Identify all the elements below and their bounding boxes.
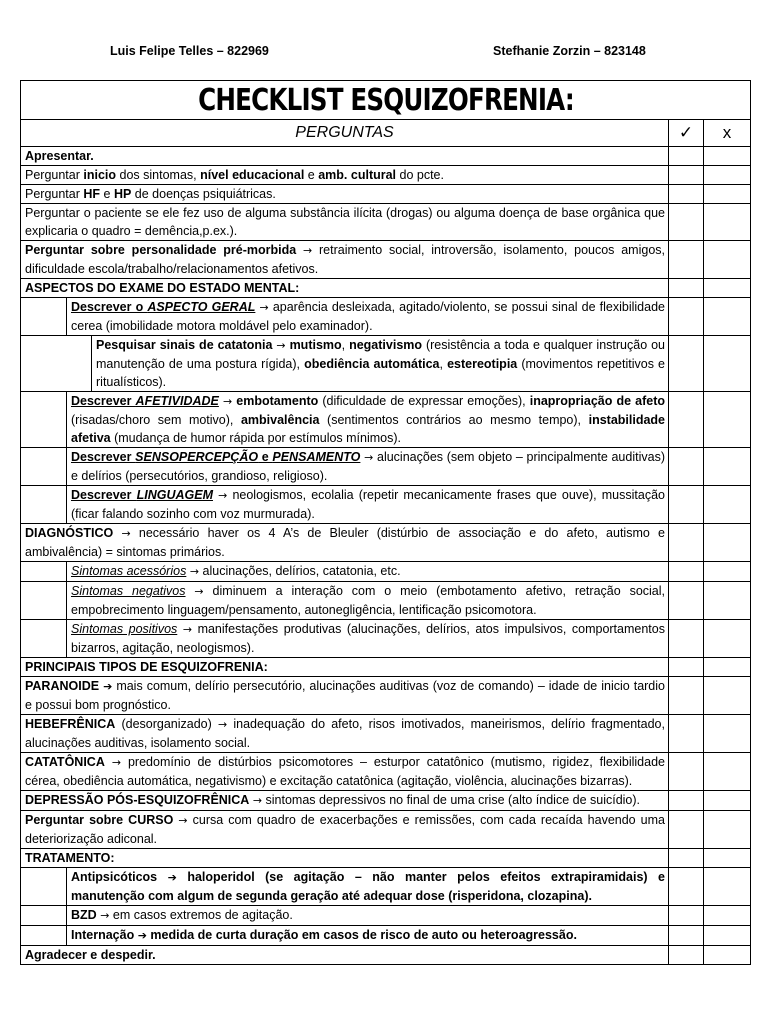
row-text: CATATÔNICA → predomínio de distúrbios psicomotores – esturpor catatônico (mutismo, rigidez, flexibilidade cérea, obediência automática, negativismo) e excitação catatônica (agitação, violência, alucinações bizarras).: [25, 755, 665, 788]
x-cell[interactable]: [704, 791, 751, 811]
table-row: [21, 298, 751, 336]
x-cell[interactable]: [704, 946, 751, 965]
row-text: Perguntar sobre CURSO → cursa com quadro de exacerbações e remissões, com cada recaída havendo uma deteriorização adiconal.: [25, 813, 665, 846]
row-text: PARANOIDE ➔ mais comum, delírio persecutório, alucinações auditivas (voz de comando) – idade de inicio tardio e possui bom prognóstico.: [25, 679, 665, 712]
section-heading: TRATAMENTO:: [25, 851, 115, 865]
check-cell[interactable]: [669, 791, 704, 811]
arrow-icon: →: [222, 395, 233, 408]
x-cell[interactable]: [704, 336, 751, 392]
table-row: [21, 677, 751, 715]
column-header-questions: PERGUNTAS: [21, 120, 669, 147]
table-row: [21, 946, 751, 965]
x-cell[interactable]: [704, 448, 751, 486]
check-cell[interactable]: [669, 868, 704, 906]
table-row: [21, 791, 751, 811]
check-cell[interactable]: [669, 677, 704, 715]
arrow-icon: →: [100, 909, 110, 922]
arrow-icon: →: [111, 756, 122, 769]
x-cell[interactable]: [704, 524, 751, 562]
author-left: Luis Felipe Telles – 822969: [110, 44, 269, 58]
checklist-table: [20, 80, 751, 965]
x-cell[interactable]: [704, 753, 751, 791]
check-cell[interactable]: [669, 166, 704, 185]
check-cell[interactable]: [669, 906, 704, 926]
arrow-icon: →: [259, 301, 269, 314]
check-cell[interactable]: [669, 715, 704, 753]
x-cell[interactable]: [704, 241, 751, 279]
row-text: Internação ➔ medida de curta duração em casos de risco de auto ou heteroagressão.: [71, 928, 577, 942]
column-header-check: ✓: [669, 120, 704, 147]
table-row: [21, 620, 751, 658]
arrow-icon: →: [302, 244, 313, 257]
row-text: Perguntar sobre personalidade pré-morbida → retraimento social, introversão, isolamento, poucos amigos, dificuldade escola/trabalho/relacionamentos afetivos.: [25, 243, 665, 276]
row-text: Perguntar inicio dos sintomas, nível educacional e amb. cultural do pcte.: [25, 168, 444, 182]
check-cell[interactable]: [669, 658, 704, 677]
x-cell[interactable]: [704, 298, 751, 336]
x-cell[interactable]: [704, 204, 751, 241]
table-row: [21, 147, 751, 166]
bold-arrow-icon: ➔: [137, 929, 147, 942]
x-cell[interactable]: [704, 849, 751, 868]
x-cell[interactable]: [704, 926, 751, 946]
table-row: [21, 753, 751, 791]
check-cell[interactable]: [669, 336, 704, 392]
checklist-title: CHECKLIST ESQUIZOFRENIA:: [86, 81, 685, 120]
row-text: Descrever SENSOPERCEPÇÃO e PENSAMENTO → alucinações (sem objeto – principalmente auditivas) e delírios (persecutórios, grandioso, religioso).: [71, 450, 665, 483]
bold-arrow-icon: ➔: [103, 680, 113, 693]
table-row: [21, 582, 751, 620]
check-cell[interactable]: [669, 204, 704, 241]
check-cell[interactable]: [669, 811, 704, 849]
check-cell[interactable]: [669, 147, 704, 166]
check-cell[interactable]: [669, 392, 704, 448]
check-cell[interactable]: [669, 185, 704, 204]
table-row: [21, 392, 751, 448]
bold-arrow-icon: ➔: [167, 871, 177, 884]
row-text: Pesquisar sinais de catatonia → mutismo, negativismo (resistência a toda e qualquer instrução ou manutenção de uma postura rígida), obediência automática, estereotipia (movimentos repetitivos e ritualísticos).: [96, 338, 666, 389]
table-row: [21, 562, 751, 582]
section-heading: PRINCIPAIS TIPOS DE ESQUIZOFRENIA:: [25, 660, 268, 674]
x-cell[interactable]: [704, 715, 751, 753]
table-row: [21, 658, 751, 677]
x-cell[interactable]: [704, 486, 751, 524]
row-text: Sintomas acessórios → alucinações, delírios, catatonia, etc.: [71, 564, 401, 578]
check-cell[interactable]: [669, 753, 704, 791]
x-cell[interactable]: [704, 279, 751, 298]
row-text: Agradecer e despedir.: [25, 948, 156, 962]
x-cell[interactable]: [704, 677, 751, 715]
x-cell[interactable]: [704, 166, 751, 185]
check-cell[interactable]: [669, 279, 704, 298]
column-header-x: x: [704, 120, 751, 147]
author-right: Stefhanie Zorzin – 823148: [493, 44, 646, 58]
table-row: [21, 906, 751, 926]
x-cell[interactable]: [704, 185, 751, 204]
row-text: Descrever LINGUAGEM → neologismos, ecolalia (repetir mecanicamente frases que ouve), mussitação (ficar falando sozinho com voz murmurada).: [71, 488, 665, 521]
row-text: DIAGNÓSTICO → necessário haver os 4 A’s de Bleuler (distúrbio de associação e do afeto, autismo e ambivalência) = sintomas primários.: [25, 526, 665, 559]
table-row: [21, 926, 751, 946]
arrow-icon: →: [182, 623, 193, 636]
row-text: Perguntar o paciente se ele fez uso de alguma substância ilícita (drogas) ou alguma doença de base orgânica que explicaria o quadro = demência,p.ex.).: [25, 206, 665, 238]
table-row: [21, 185, 751, 204]
x-cell[interactable]: [704, 906, 751, 926]
check-cell[interactable]: [669, 582, 704, 620]
table-row: [21, 849, 751, 868]
check-cell[interactable]: [669, 524, 704, 562]
table-row: [21, 336, 751, 392]
x-cell[interactable]: [704, 392, 751, 448]
row-text: Sintomas negativos → diminuem a interação com o meio (embotamento afetivo, retração social, empobrecimento linguagem/pensamento, autonegligência, lentificação psicomotora.: [71, 584, 665, 617]
arrow-icon: →: [194, 585, 204, 598]
row-text: DEPRESSÃO PÓS-ESQUIZOFRÊNICA → sintomas depressivos no final de uma crise (alto índice de suicídio).: [25, 793, 641, 807]
arrow-icon: →: [364, 451, 374, 464]
arrow-icon: →: [252, 794, 263, 807]
table-row: [21, 868, 751, 906]
table-row: [21, 448, 751, 486]
arrow-icon: →: [217, 718, 228, 731]
row-text: Apresentar.: [25, 149, 94, 163]
x-cell[interactable]: [704, 658, 751, 677]
table-row: [21, 715, 751, 753]
x-cell[interactable]: [704, 147, 751, 166]
check-cell[interactable]: [669, 926, 704, 946]
table-row: [21, 166, 751, 185]
arrow-icon: →: [276, 339, 286, 352]
row-text: Sintomas positivos → manifestações produtivas (alucinações, delírios, atos impulsivos, comportamentos bizarros, agitação, neologismos).: [71, 622, 665, 655]
table-row: [21, 486, 751, 524]
table-row: [21, 524, 751, 562]
x-cell[interactable]: [704, 562, 751, 582]
arrow-icon: →: [189, 565, 200, 578]
x-cell[interactable]: [704, 868, 751, 906]
x-cell[interactable]: [704, 582, 751, 620]
check-cell[interactable]: [669, 241, 704, 279]
arrow-icon: →: [121, 527, 131, 540]
table-row: [21, 204, 751, 241]
check-cell[interactable]: [669, 298, 704, 336]
check-cell[interactable]: [669, 620, 704, 658]
row-text: Descrever AFETIVIDADE → embotamento (dificuldade de expressar emoções), inapropriação de afeto (risadas/choro sem motivo), ambivalência (sentimentos contrários ao mesmo tempo), instabilidade afetiva (mudança de humor rápida por estímulos mínimos).: [71, 394, 665, 445]
table-row: [21, 241, 751, 279]
check-cell[interactable]: [669, 946, 704, 965]
table-row: [21, 811, 751, 849]
x-cell[interactable]: [704, 620, 751, 658]
check-cell[interactable]: [669, 486, 704, 524]
arrow-icon: →: [178, 814, 188, 827]
table-row: [21, 279, 751, 298]
x-cell[interactable]: [704, 811, 751, 849]
section-heading: ASPECTOS DO EXAME DO ESTADO MENTAL:: [25, 281, 300, 295]
row-text: HEBEFRÊNICA (desorganizado) → inadequação do afeto, risos imotivados, maneirismos, delírio fragmentado, alucinações auditivas, isolamento social.: [25, 717, 665, 750]
arrow-icon: →: [218, 489, 228, 502]
row-text: Antipsicóticos ➔ haloperidol (se agitação – não manter pelos efeitos extrapiramidais) e manutenção com algum de segunda geração até adequar dose (risperidona, clozapina).: [71, 870, 666, 903]
row-text: Perguntar HF e HP de doenças psiquiátricas.: [25, 187, 276, 201]
row-text: Descrever o ASPECTO GERAL → aparência desleixada, agitado/violento, se possui sinal de flexibilidade cerea (imobilidade motora moldável pelo examinador).: [71, 300, 665, 333]
check-cell[interactable]: [669, 448, 704, 486]
check-cell[interactable]: [669, 562, 704, 582]
check-cell[interactable]: [669, 849, 704, 868]
row-text: BZD → em casos extremos de agitação.: [71, 908, 293, 922]
